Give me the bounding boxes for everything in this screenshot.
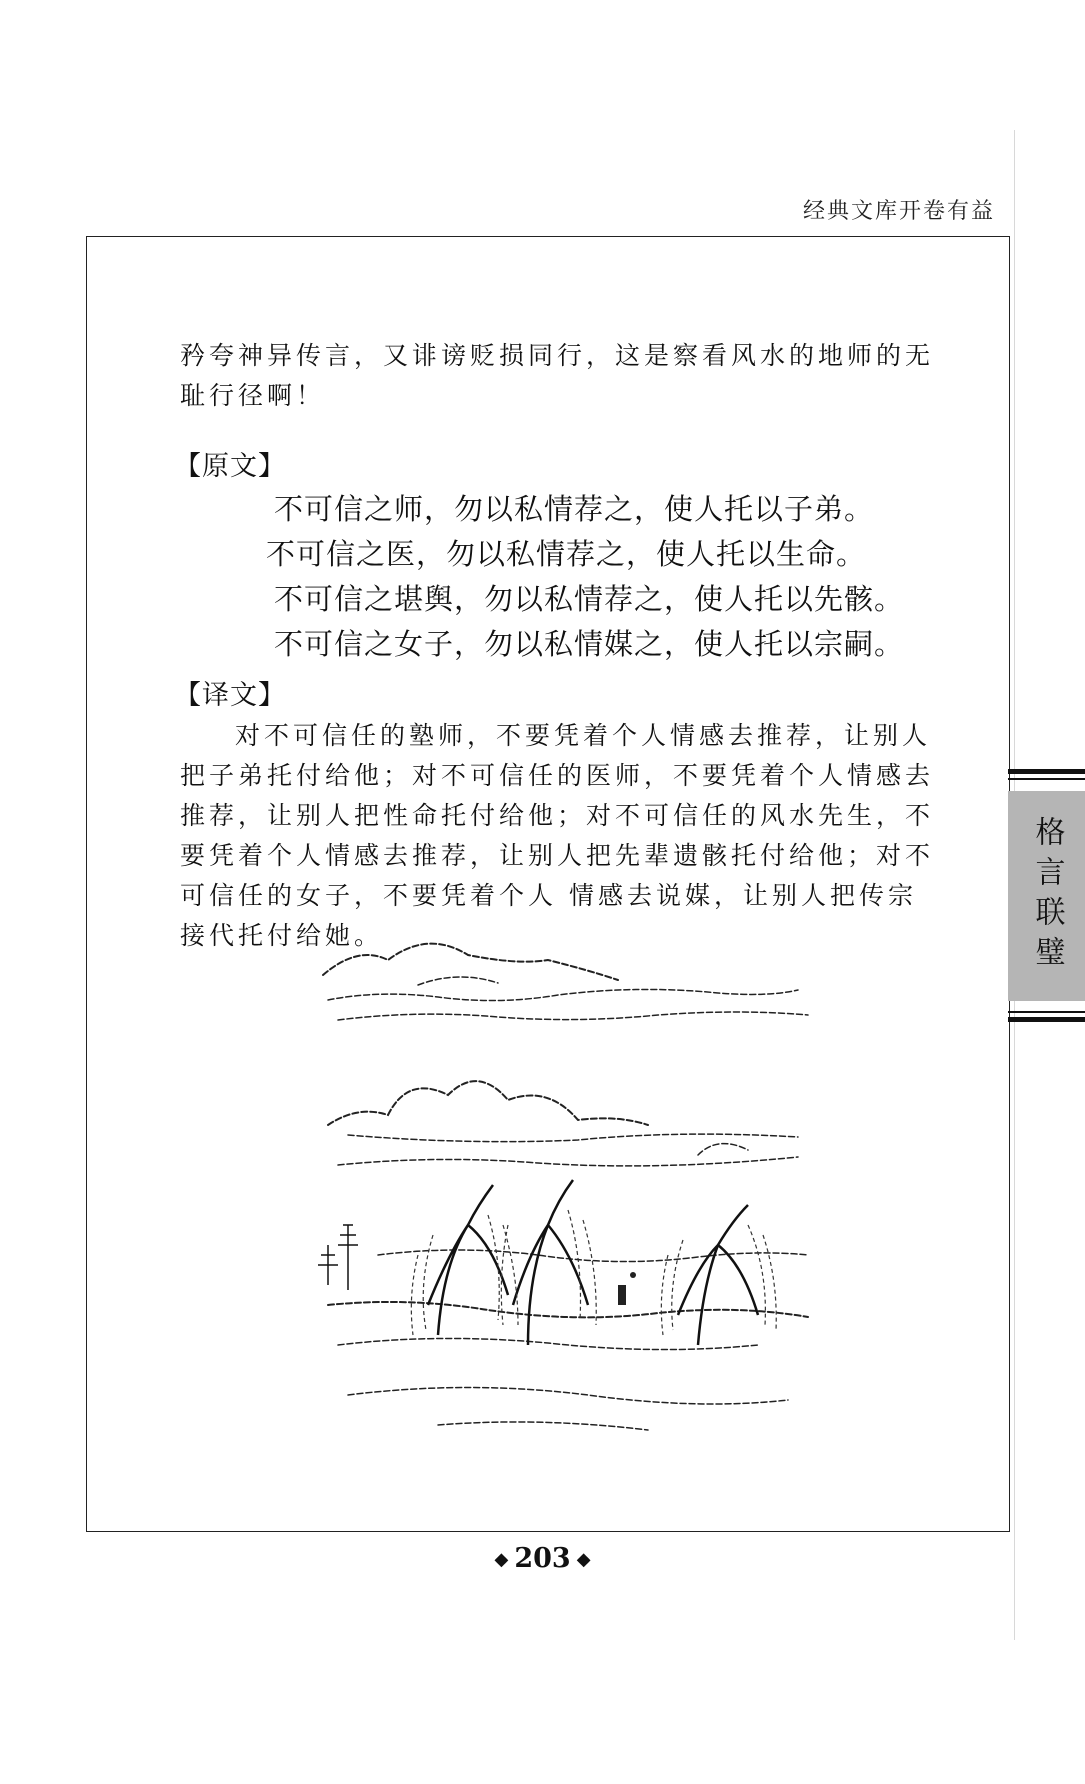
translation-heading: 【译文】 <box>174 680 286 711</box>
tab-top-bar <box>1008 769 1085 774</box>
verse-line: 不可信之师，勿以私情荐之，使人托以子弟。 <box>274 492 875 526</box>
tab-bottom-thin-bar <box>1008 1011 1085 1013</box>
page-number <box>0 1543 1085 1574</box>
diamond-ornament-icon: ◆ <box>576 1549 591 1570</box>
diamond-ornament-icon: ◆ <box>494 1549 509 1570</box>
tab-panel <box>1008 791 1085 1001</box>
verse-line: 不可信之医，勿以私情荐之，使人托以生命。 <box>266 537 867 571</box>
running-header: 经典文库开卷有益 <box>802 199 995 224</box>
tab-bottom-bar <box>1008 1017 1085 1022</box>
verse-line: 不可信之堪舆，勿以私情荐之，使人托以先骸。 <box>274 582 905 616</box>
original-verse <box>180 487 940 667</box>
tab-top-thin-bar <box>1008 778 1085 780</box>
continued-paragraph: 矜夸神异传言，又诽谤贬损同行，这是察看风水的地师的无耻行径啊！ <box>180 341 935 410</box>
page-number-value: 203 <box>514 1543 571 1574</box>
verse-line: 不可信之女子，勿以私情媒之，使人托以宗嗣。 <box>274 627 905 661</box>
translation-paragraph: 对不可信任的塾师，不要凭着个人情感去推荐，让别人把子弟托付给他；对不可信任的医师，不要凭着个人情感去推荐，让别人把性命托付给他；对不可信任的风水先生，不要凭着个人情感去推荐，让别人把先辈遗骸托付给他；对不可信任的女子，不要凭着个人 情感去说媒，让别人把传宗接代托付给她。 <box>180 721 935 950</box>
original-heading: 【原文】 <box>174 451 286 482</box>
main-content <box>174 336 940 956</box>
landscape-ink-drawing-icon <box>318 925 818 1460</box>
chapter-title: 格言联璧 <box>1029 816 1065 976</box>
chapter-side-tab <box>1008 769 1085 1023</box>
